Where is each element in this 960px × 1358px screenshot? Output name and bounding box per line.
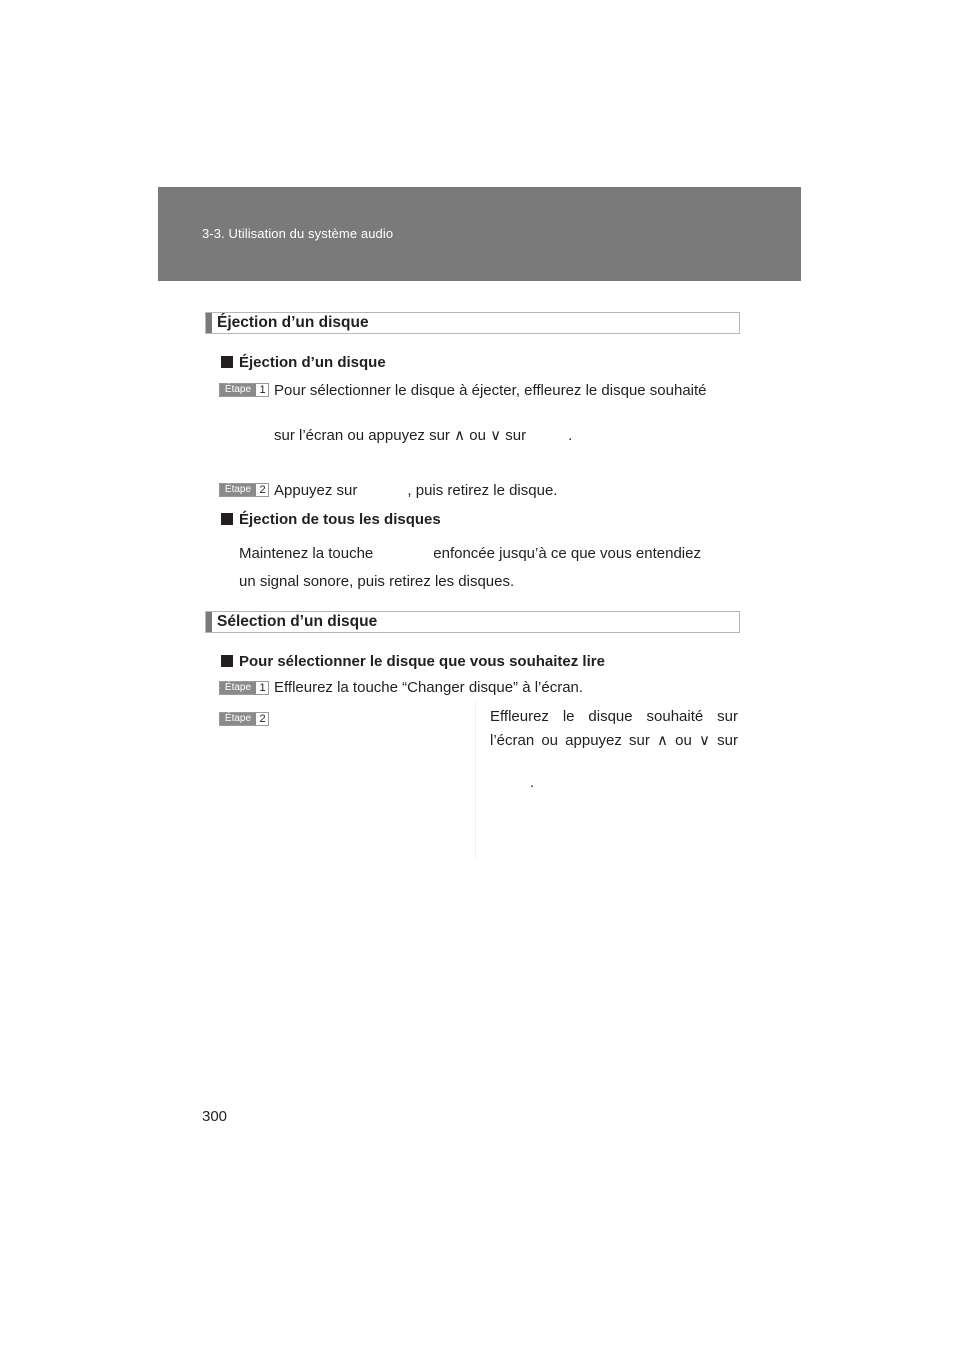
page-number: 300 [202,1108,228,1125]
step-label: Étape [220,484,256,496]
section-title-ejection: Éjection d’un disque [217,314,369,331]
step-badge-2 [219,712,269,726]
eject-all-line1: Maintenez la touche enfoncée jusqu’à ce que vous entendiez [239,545,701,562]
step1-text-line1: Pour sélectionner le disque à éjecter, effleurez le disque souhaité [274,382,707,399]
step-badge-1 [219,681,269,695]
illustration-area [475,700,476,860]
step-number: 2 [259,713,266,725]
step-number: 1 [259,682,266,694]
step-label: Étape [220,682,256,694]
subheading-selection: Pour sélectionner le disque que vous souhaitez lire [221,654,605,669]
section-stripe [206,313,212,333]
step2-text: Appuyez sur , puis retirez le disque. [274,482,558,499]
square-bullet-icon [221,513,233,525]
section-title-bar-ejection [205,312,740,334]
step-badge-1 [219,383,269,397]
step-number: 2 [259,484,266,496]
select-step2-line3: . [530,774,535,791]
step1-text-line2: sur l’écran ou appuyez sur ∧ ou ∨ sur . [274,427,573,444]
subheading-ejection-tous: Éjection de tous les disques [221,512,441,527]
step-badge-2 [219,483,269,497]
select-step1-text: Effleurez la touche “Changer disque” à l’écran. [274,679,584,696]
select-step2-line2: l’écran ou appuyez sur ∧ ou ∨ sur [490,732,738,749]
section-stripe [206,612,212,632]
subheading-ejection-un-disque: Éjection d’un disque [221,355,386,370]
step-label: Étape [220,384,256,396]
section-title-bar-selection [205,611,740,633]
eject-all-line2: un signal sonore, puis retirez les disques. [239,573,515,590]
square-bullet-icon [221,356,233,368]
step-label: Étape [220,713,256,725]
section-header: 3-3. Utilisation du système audio [202,226,394,241]
down-arrow-icon: ∨ [490,427,502,444]
square-bullet-icon [221,655,233,667]
up-arrow-icon: ∧ [454,427,466,444]
section-title-selection: Sélection d’un disque [217,613,378,630]
step-number: 1 [259,384,266,396]
select-step2-line1: Effleurez le disque souhaité sur [490,708,738,725]
